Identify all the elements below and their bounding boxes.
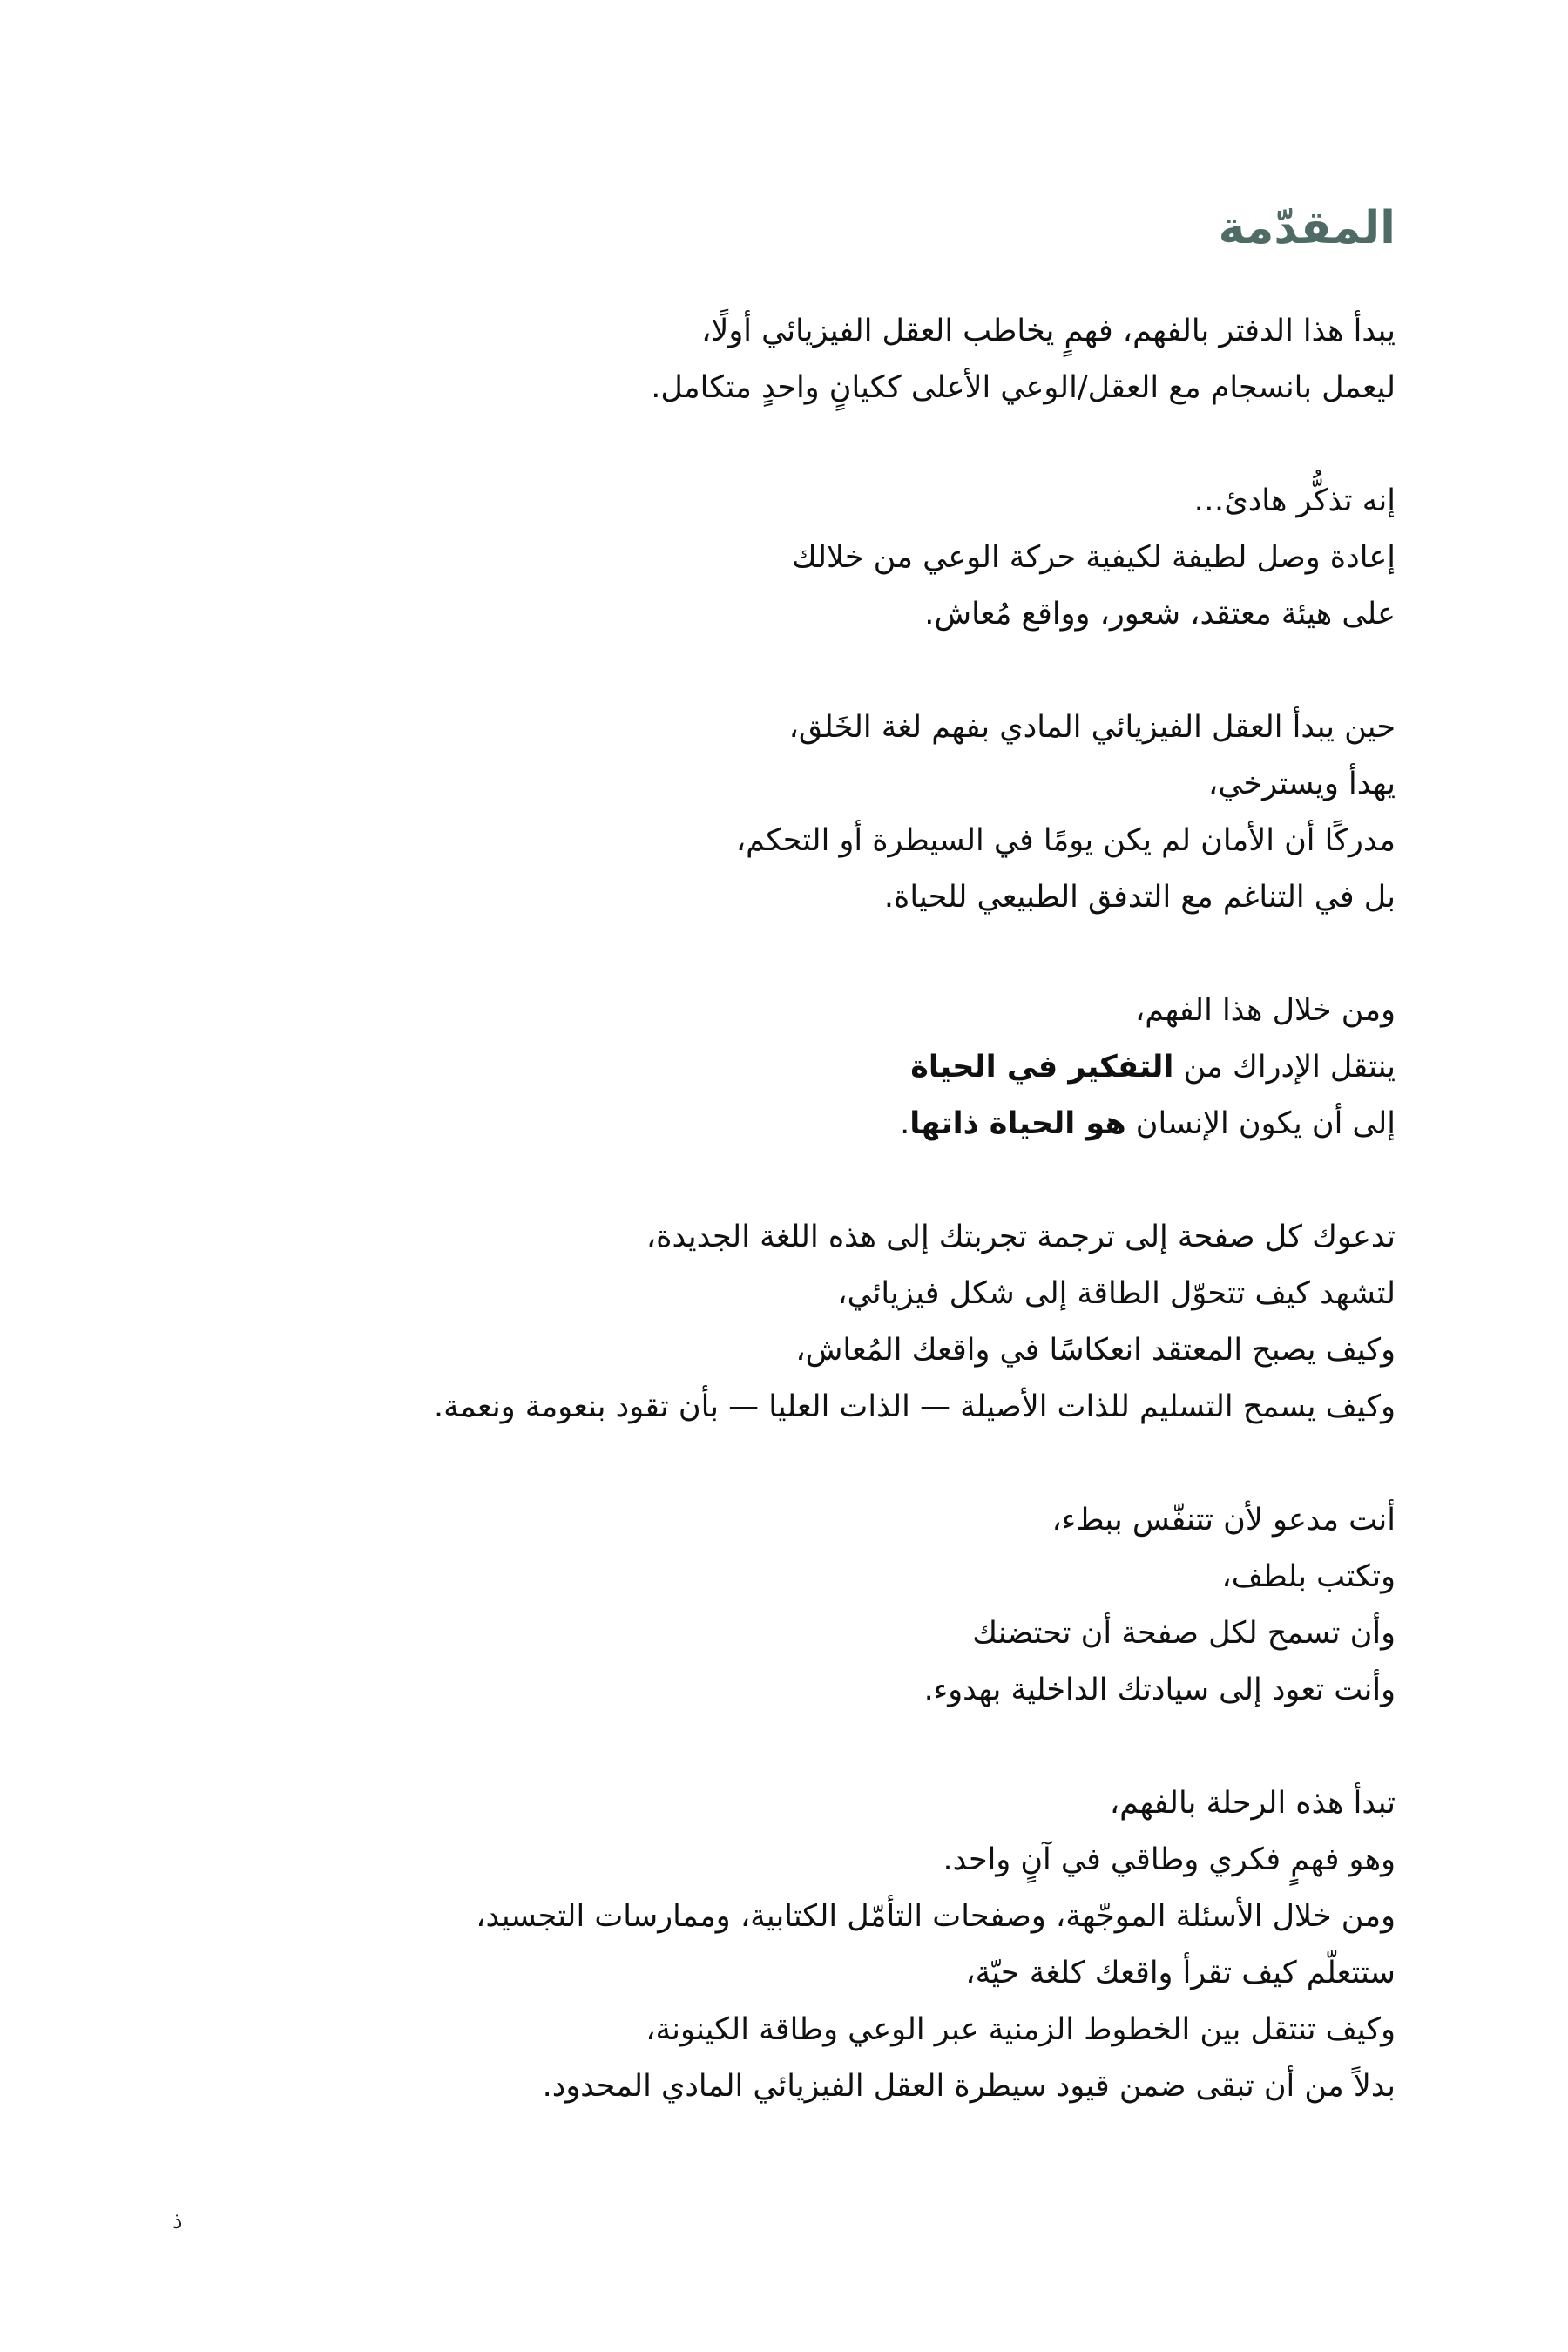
text-line: [89, 360, 1396, 416]
text-line: [89, 2002, 1396, 2058]
text-line: [89, 1889, 1396, 1945]
text-run: ستتعلّم كيف تقرأ واقعك كلغة حيّة،: [965, 1956, 1396, 1990]
text-line: [89, 1605, 1396, 1662]
text-run: تبدأ هذه الرحلة بالفهم،: [1109, 1786, 1396, 1821]
text-run: وأنت تعود إلى سيادتك الداخلية بهدوء.: [923, 1673, 1396, 1707]
text-line: [89, 530, 1396, 586]
text-run: حين يبدأ العقل الفيزيائي المادي بفهم لغة الخَلق،: [788, 710, 1396, 745]
bold-phrase: هو الحياة ذاتها: [909, 1106, 1126, 1141]
text-line: [89, 1096, 1396, 1152]
text-line: [89, 1322, 1396, 1379]
text-run: .: [900, 1106, 910, 1141]
text-run: ينتقل الإدراك من: [1173, 1050, 1396, 1085]
text-run: مدركًا أن الأمان لم يكن يومًا في السيطرة أو التحكم،: [735, 823, 1396, 858]
paragraph: [89, 473, 1396, 643]
text-run: ومن خلال الأسئلة الموجّهة، وصفحات التأمّل الكتابية، وممارسات التجسيد،: [476, 1899, 1396, 1934]
text-run: وكيف يصبح المعتقد انعكاسًا في واقعك المُعاش،: [795, 1333, 1396, 1368]
text-line: [89, 983, 1396, 1039]
text-line: [89, 1832, 1396, 1889]
text-run: على هيئة معتقد، شعور، وواقع مُعاش.: [924, 597, 1396, 632]
text-line: [89, 1945, 1396, 2002]
text-line: [89, 1662, 1396, 1719]
text-line: [89, 869, 1396, 926]
page-title: المقدّمة: [1218, 201, 1396, 254]
text-run: إنه تذكُّر هادئ…: [1193, 483, 1396, 518]
text-run: وكيف يسمح التسليم للذات الأصيلة — الذات العليا — بأن تقود بنعومة ونعمة.: [433, 1389, 1396, 1424]
text-run: وهو فهمٍ فكري وطاقي في آنٍ واحد.: [943, 1842, 1396, 1877]
text-line: [89, 700, 1396, 756]
bold-phrase: التفكير في الحياة: [910, 1050, 1174, 1085]
paragraph: [89, 700, 1396, 926]
paragraph: [89, 983, 1396, 1152]
text-run: بدلاً من أن تبقى ضمن قيود سيطرة العقل الفيزيائي المادي المحدود.: [542, 2069, 1396, 2104]
paragraph: [89, 1492, 1396, 1719]
text-line: [89, 813, 1396, 869]
text-run: تدعوك كل صفحة إلى ترجمة تجربتك إلى هذه اللغة الجديدة،: [645, 1220, 1396, 1254]
body-text: [89, 303, 1396, 2172]
text-line: [89, 586, 1396, 643]
text-run: بل في التناغم مع التدفق الطبيعي للحياة.: [883, 880, 1396, 915]
text-line: [89, 1379, 1396, 1436]
text-line: [89, 756, 1396, 813]
text-run: يهدأ ويسترخي،: [1208, 767, 1396, 801]
text-line: [89, 1492, 1396, 1549]
text-line: [89, 1209, 1396, 1266]
paragraph: [89, 303, 1396, 416]
text-run: ومن خلال هذا الفهم،: [1135, 993, 1396, 1028]
paragraph: [89, 1775, 1396, 2115]
text-line: [89, 1775, 1396, 1832]
text-run: إعادة وصل لطيفة لكيفية حركة الوعي من خلالك: [791, 540, 1396, 575]
text-run: ليعمل بانسجام مع العقل/الوعي الأعلى ككيانٍ واحدٍ متكامل.: [651, 370, 1396, 405]
text-run: وكيف تنتقل بين الخطوط الزمنية عبر الوعي وطاقة الكينونة،: [645, 2012, 1396, 2047]
text-line: [89, 473, 1396, 530]
text-line: [89, 1266, 1396, 1322]
text-run: يبدأ هذا الدفتر بالفهم، فهمٍ يخاطب العقل الفيزيائي أولًا،: [701, 314, 1396, 348]
text-line: [89, 1549, 1396, 1605]
page-number: ذ: [172, 2208, 183, 2234]
text-line: [89, 303, 1396, 360]
text-run: لتشهد كيف تتحوّل الطاقة إلى شكل فيزيائي،: [837, 1276, 1396, 1311]
text-run: إلى أن يكون الإنسان: [1125, 1106, 1396, 1141]
text-line: [89, 2058, 1396, 2115]
text-line: [89, 1039, 1396, 1096]
text-run: وأن تسمح لكل صفحة أن تحتضنك: [972, 1616, 1396, 1651]
text-run: وتكتب بلطف،: [1221, 1559, 1396, 1594]
text-run: أنت مدعو لأن تتنفّس ببطء،: [1051, 1503, 1396, 1538]
paragraph: [89, 1209, 1396, 1436]
